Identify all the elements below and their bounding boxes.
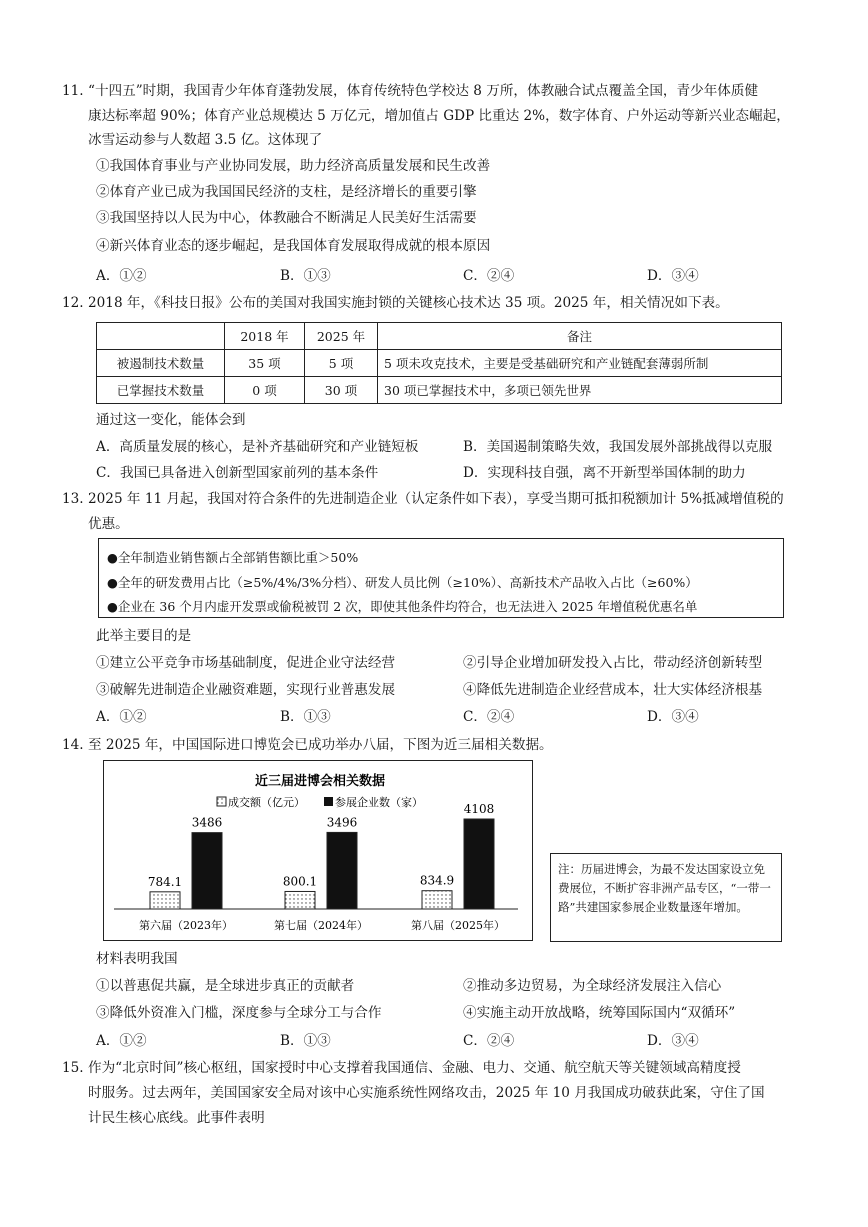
q12-table bbox=[96, 322, 782, 404]
table-row bbox=[97, 377, 782, 404]
table-cell: 5 项 bbox=[305, 350, 378, 377]
table-header-cell bbox=[97, 323, 225, 350]
chart-title: 近三届进博会相关数据 bbox=[254, 774, 386, 789]
bar-exhibitors bbox=[327, 832, 357, 909]
q14-stem: 至 2025 年，中国国际进口博览会已成功举办八届，下图为近三届相关数据。 bbox=[88, 737, 553, 753]
data-label: 4108 bbox=[463, 802, 495, 816]
data-label: 3496 bbox=[326, 815, 358, 830]
q12-number: 12. bbox=[62, 295, 84, 311]
legend-swatch-deal-value bbox=[217, 797, 226, 806]
data-label: 800.1 bbox=[282, 874, 318, 889]
condition-item: ●全年的研发费用占比（≥5%/4%/3%分档）、研发人员比例（≥10%）、高新技术产品收入占比（≥60%） bbox=[107, 575, 698, 590]
q12-prompt: 通过这一变化，能体会到 bbox=[96, 412, 246, 428]
table-header-cell: 2025 年 bbox=[305, 323, 378, 350]
q11-number: 11. bbox=[62, 83, 84, 99]
q15-stem-line: 计民生核心底线。此事件表明 bbox=[88, 1110, 265, 1126]
bar-chart-svg bbox=[104, 761, 531, 939]
q14-prompt: 材料表明我国 bbox=[96, 951, 178, 967]
q11-stem-line: 冰雪运动参与人数超 3.5 亿。这体现了 bbox=[88, 132, 323, 148]
q14-item: ③降低外资准入门槛，深度参与全球分工与合作 bbox=[96, 1005, 382, 1021]
q11-item: ①我国体育事业与产业协同发展，助力经济高质量发展和民生改善 bbox=[96, 158, 491, 174]
table-cell: 5 项未攻克技术，主要是受基础研究和产业链配套薄弱所制 bbox=[378, 350, 782, 377]
q12-option-a[interactable]: A．高质量发展的核心，是补齐基础研究和产业链短板 bbox=[96, 439, 419, 455]
table-header-cell: 备注 bbox=[378, 323, 782, 350]
q11-stem-line: 康达标率超 90%；体育产业总规模达 5 万亿元，增加值占 GDP 比重达 2%，数字体育、户外运动等新兴业态崛起， bbox=[88, 108, 790, 124]
q13-prompt: 此举主要目的是 bbox=[96, 628, 192, 644]
q14-note-box: 注：历届进博会，为最不发达国家设立免费展位，不断扩容非洲产品专区，“一带一路”共建国家参展企业数量逐年增加。 bbox=[550, 853, 782, 942]
table-header-row bbox=[97, 323, 782, 350]
q13-item: ④降低先进制造企业经营成本，壮大实体经济根基 bbox=[463, 682, 763, 698]
q13-option-c[interactable]: C．②④ bbox=[463, 709, 515, 725]
table-cell: 30 项 bbox=[305, 377, 378, 404]
q11-option-d[interactable]: D．③④ bbox=[647, 268, 699, 284]
bar-deal-value bbox=[422, 891, 452, 909]
legend-swatch-exhibitors bbox=[324, 797, 333, 806]
bar-exhibitors bbox=[464, 819, 494, 909]
q15-stem-line: 时服务。过去两年，美国国家安全局对该中心实施系统性网络攻击，2025 年 10 月我国成功破获此案，守住了国 bbox=[88, 1085, 765, 1101]
q12-option-d[interactable]: D．实现科技自强，离不开新型举国体制的助力 bbox=[463, 465, 746, 481]
legend-label-deal-value: 成交额（亿元） bbox=[228, 796, 305, 809]
q11-option-b[interactable]: B．①③ bbox=[280, 268, 331, 284]
q13-stem-line: 2025 年 11 月起，我国对符合条件的先进制造企业（认定条件如下表），享受当期可抵扣税额加计 5%抵减增值税的 bbox=[88, 491, 784, 507]
q13-option-b[interactable]: B．①③ bbox=[280, 709, 331, 725]
data-label: 834.9 bbox=[419, 873, 455, 888]
table-cell: 0 项 bbox=[225, 377, 305, 404]
category-label: 第七届（2024年） bbox=[274, 919, 368, 932]
q11-item: ②体育产业已成为我国国民经济的支柱，是经济增长的重要引擎 bbox=[96, 184, 477, 200]
q14-item: ①以普惠促共赢，是全球进步真正的贡献者 bbox=[96, 978, 355, 994]
q15-stem-line: 作为“北京时间”核心枢纽，国家授时中心支撑着我国通信、金融、电力、交通、航空航天等关键领域高精度授 bbox=[88, 1060, 741, 1076]
q11-item: ③我国坚持以人民为中心，体教融合不断满足人民美好生活需要 bbox=[96, 210, 477, 226]
category-label: 第八届（2025年） bbox=[411, 919, 505, 932]
q15-number: 15. bbox=[62, 1060, 84, 1076]
table-cell: 已掌握技术数量 bbox=[97, 377, 225, 404]
legend-label-exhibitors: 参展企业数（家） bbox=[335, 796, 423, 809]
q14-item: ④实施主动开放战略，统筹国际国内“双循环” bbox=[463, 1005, 736, 1021]
table-header-cell: 2018 年 bbox=[225, 323, 305, 350]
q11-item: ④新兴体育业态的逐步崛起，是我国体育发展取得成就的根本原因 bbox=[96, 238, 491, 254]
data-label: 3486 bbox=[191, 815, 223, 830]
q13-number: 13. bbox=[62, 491, 84, 507]
q13-item: ③破解先进制造企业融资难题，实现行业普惠发展 bbox=[96, 682, 396, 698]
q14-option-a[interactable]: A．①② bbox=[96, 1033, 147, 1049]
q13-conditions-box bbox=[98, 538, 784, 618]
bar-deal-value bbox=[285, 891, 315, 909]
q13-stem-line: 优惠。 bbox=[88, 516, 129, 532]
q12-option-b[interactable]: B．美国遏制策略失效，我国发展外部挑战得以克服 bbox=[463, 439, 773, 455]
q13-option-a[interactable]: A．①② bbox=[96, 709, 147, 725]
q11-stem-line: “十四五”时期，我国青少年体育蓬勃发展，体育传统特色学校达 8 万所，体教融合试点覆盖全国，青少年体质健 bbox=[88, 83, 759, 99]
table-row bbox=[97, 350, 782, 377]
table-cell: 被遏制技术数量 bbox=[97, 350, 225, 377]
bar-exhibitors bbox=[192, 833, 222, 909]
condition-item: ●全年制造业销售额占全部销售额比重＞50% bbox=[107, 550, 359, 565]
q11-option-a[interactable]: A．①② bbox=[96, 268, 147, 284]
q11-option-c[interactable]: C．②④ bbox=[463, 268, 515, 284]
q12-option-c[interactable]: C．我国已具备进入创新型国家前列的基本条件 bbox=[96, 465, 379, 481]
q14-number: 14. bbox=[62, 737, 84, 753]
bar-deal-value bbox=[150, 892, 180, 909]
q14-option-c[interactable]: C．②④ bbox=[463, 1033, 515, 1049]
q13-item: ②引导企业增加研发投入占比，带动经济创新转型 bbox=[463, 655, 763, 671]
q12-stem: 2018 年，《科技日报》公布的美国对我国实施封锁的关键核心技术达 35 项。2025 年，相关情况如下表。 bbox=[88, 295, 729, 311]
condition-item: ●企业在 36 个月内虚开发票或偷税被罚 2 次，即使其他条件均符合，也无法进入 2025 年增值税优惠名单 bbox=[107, 599, 698, 614]
category-label: 第六届（2023年） bbox=[139, 919, 233, 932]
data-label: 784.1 bbox=[147, 874, 183, 889]
q14-item: ②推动多边贸易，为全球经济发展注入信心 bbox=[463, 978, 722, 994]
q13-option-d[interactable]: D．③④ bbox=[647, 709, 699, 725]
q14-chart bbox=[103, 760, 533, 941]
q13-item: ①建立公平竞争市场基础制度，促进企业守法经营 bbox=[96, 655, 396, 671]
table-cell: 30 项已掌握技术中，多项已领先世界 bbox=[378, 377, 782, 404]
table-cell: 35 项 bbox=[225, 350, 305, 377]
q14-option-d[interactable]: D．③④ bbox=[647, 1033, 699, 1049]
q14-option-b[interactable]: B．①③ bbox=[280, 1033, 331, 1049]
